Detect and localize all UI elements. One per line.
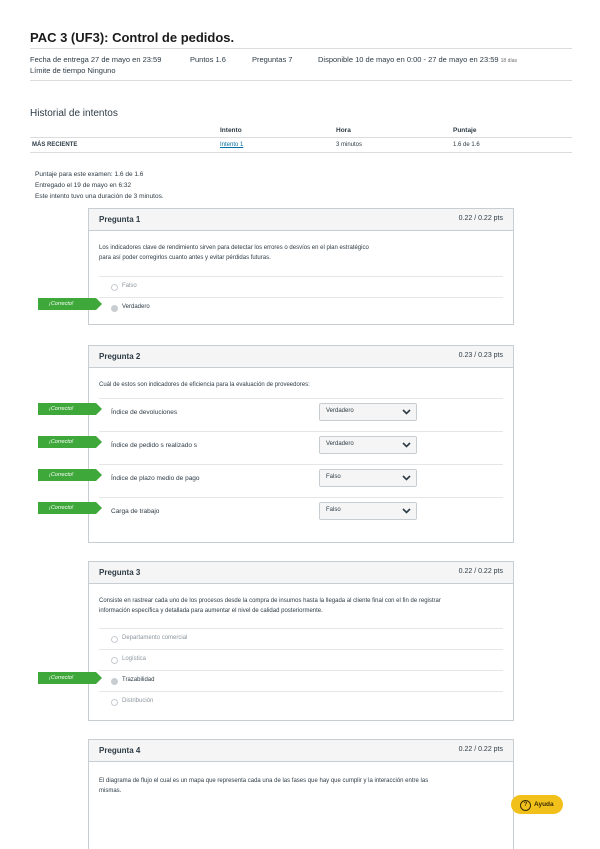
answer-label: Falso bbox=[122, 283, 137, 289]
radio-icon[interactable] bbox=[111, 678, 118, 685]
question-circle-icon: ? bbox=[520, 800, 531, 811]
page-title: PAC 3 (UF3): Control de pedidos. bbox=[30, 30, 235, 45]
question-text-line: Los indicadores clave de rendimiento sirven para detectar los errores o desvíos en el plan estratégico bbox=[99, 245, 369, 251]
answer-label: Verdadero bbox=[122, 304, 150, 310]
points-info bbox=[190, 55, 226, 64]
due-label: Fecha de entrega bbox=[30, 55, 89, 64]
question-text bbox=[99, 596, 499, 616]
question-3 bbox=[88, 561, 514, 721]
available-info bbox=[318, 55, 517, 64]
history-header-attempt: Intento bbox=[220, 127, 242, 134]
question-header bbox=[89, 740, 513, 762]
question-title: Pregunta 1 bbox=[99, 215, 141, 224]
points-label: Puntos bbox=[190, 55, 214, 64]
correct-flag bbox=[38, 436, 96, 448]
match-label: Carga de trabajo bbox=[111, 508, 160, 515]
question-text: Cuál de estos son indicadores de eficiencia para la evaluación de proveedores: bbox=[99, 382, 310, 388]
summary-duration: Este intento tuvo una duración de 3 minutos. bbox=[35, 193, 164, 200]
match-row bbox=[99, 464, 503, 498]
answer-label: Distribución bbox=[122, 698, 154, 704]
match-select[interactable] bbox=[319, 502, 417, 520]
answer-label: Departamento comercial bbox=[122, 635, 188, 641]
question-text-line: para así poder corregirlos cuanto antes y evitar pérdidas futuras. bbox=[99, 255, 271, 261]
match-label: Índice de plazo medio de pago bbox=[111, 475, 200, 482]
history-header-score: Puntaje bbox=[453, 127, 477, 134]
question-points: 0.22 / 0.22 pts bbox=[458, 215, 503, 222]
answer-option-selected[interactable] bbox=[99, 297, 503, 319]
correct-label: ¡Correcto! bbox=[49, 405, 74, 412]
questions-value: 7 bbox=[288, 55, 293, 64]
match-select[interactable] bbox=[319, 403, 417, 421]
match-row bbox=[99, 431, 503, 465]
correct-flag bbox=[38, 298, 96, 310]
answer-option[interactable] bbox=[99, 628, 503, 650]
correct-flag bbox=[38, 403, 96, 415]
match-row bbox=[99, 398, 503, 432]
question-points: 0.22 / 0.22 pts bbox=[458, 746, 503, 753]
match-select[interactable] bbox=[319, 469, 417, 487]
summary-score: Puntaje para este examen: 1.6 de 1.6 bbox=[35, 171, 144, 178]
correct-flag bbox=[38, 502, 96, 514]
help-label: Ayuda bbox=[534, 800, 554, 808]
select-value: Verdadero bbox=[326, 441, 354, 447]
answer-option-selected[interactable] bbox=[99, 670, 503, 692]
history-attempt-link[interactable]: Intento 1 bbox=[220, 142, 244, 148]
answer-option[interactable] bbox=[99, 276, 503, 298]
available-value: 10 de mayo en 0:00 - 27 de mayo en 23:59 bbox=[355, 55, 499, 64]
select-value: Falso bbox=[326, 507, 341, 513]
radio-icon[interactable] bbox=[111, 657, 118, 664]
chevron-down-icon bbox=[402, 474, 411, 482]
correct-label: ¡Correcto! bbox=[49, 300, 74, 307]
correct-label: ¡Correcto! bbox=[49, 674, 74, 681]
question-4 bbox=[88, 739, 514, 849]
correct-label: ¡Correcto! bbox=[49, 438, 74, 445]
match-label: Índice de pedido s realizado s bbox=[111, 442, 198, 449]
match-label: Índice de devoluciones bbox=[111, 409, 178, 416]
question-text-line: Consiste en rastrear cada uno de los procesos desde la compra de insumos hasta la llegada al cliente final con el fin de registrar bbox=[99, 598, 441, 604]
questions-label: Preguntas bbox=[252, 55, 287, 64]
correct-flag bbox=[38, 672, 96, 684]
match-select[interactable] bbox=[319, 436, 417, 454]
question-header bbox=[89, 562, 513, 584]
question-text-line: El diagrama de flujo el cual es un mapa que representa cada una de las fases que hay que cumplir y la interacción entre las bbox=[99, 778, 429, 784]
answer-label: Logística bbox=[122, 656, 147, 662]
question-text bbox=[99, 776, 499, 796]
divider bbox=[30, 152, 572, 153]
question-text-line: información específica y detallada para aumentar el nivel de calidad posteriormente. bbox=[99, 608, 323, 614]
summary-submitted: Entregado el 19 de mayo en 6:32 bbox=[35, 182, 132, 189]
select-value: Verdadero bbox=[326, 408, 354, 414]
question-points: 0.22 / 0.22 pts bbox=[458, 568, 503, 575]
answer-option[interactable] bbox=[99, 649, 503, 671]
radio-icon[interactable] bbox=[111, 699, 118, 706]
answer-label: Trazabilidad bbox=[122, 677, 155, 683]
radio-icon[interactable] bbox=[111, 284, 118, 291]
question-header bbox=[89, 346, 513, 368]
question-2 bbox=[88, 345, 514, 543]
question-text bbox=[99, 243, 499, 263]
divider bbox=[30, 48, 572, 49]
available-days: 18 días bbox=[500, 58, 518, 64]
due-value: 27 de mayo en 23:59 bbox=[90, 55, 162, 64]
points-value: 1.6 bbox=[215, 55, 226, 64]
select-value: Falso bbox=[326, 474, 341, 480]
questions-info bbox=[252, 55, 292, 64]
help-button[interactable] bbox=[511, 795, 563, 814]
question-points: 0.23 / 0.23 pts bbox=[458, 352, 503, 359]
time-limit-value: Ninguno bbox=[87, 66, 116, 75]
divider bbox=[30, 80, 572, 81]
question-title: Pregunta 3 bbox=[99, 568, 141, 577]
question-title: Pregunta 2 bbox=[99, 352, 141, 361]
radio-icon[interactable] bbox=[111, 636, 118, 643]
due-date bbox=[30, 55, 161, 64]
question-1 bbox=[88, 208, 514, 325]
time-limit-label: Límite de tiempo bbox=[30, 66, 86, 75]
chevron-down-icon bbox=[402, 507, 411, 515]
divider bbox=[30, 137, 572, 138]
radio-icon[interactable] bbox=[111, 305, 118, 312]
question-title: Pregunta 4 bbox=[99, 746, 141, 755]
correct-label: ¡Correcto! bbox=[49, 471, 74, 478]
question-text-line: mismas. bbox=[99, 788, 122, 794]
question-header bbox=[89, 209, 513, 231]
history-title: Historial de intentos bbox=[30, 108, 118, 119]
correct-label: ¡Correcto! bbox=[49, 504, 74, 511]
history-row-score: 1.6 de 1.6 bbox=[453, 142, 480, 148]
available-label: Disponible bbox=[318, 55, 354, 64]
answer-option[interactable] bbox=[99, 691, 503, 713]
match-row bbox=[99, 497, 503, 531]
correct-flag bbox=[38, 469, 96, 481]
history-header-time: Hora bbox=[336, 127, 351, 134]
chevron-down-icon bbox=[402, 408, 411, 416]
chevron-down-icon bbox=[402, 441, 411, 449]
history-row-label: MÁS RECIENTE bbox=[32, 142, 78, 148]
time-limit bbox=[30, 66, 116, 75]
history-row-time: 3 minutos bbox=[336, 142, 363, 148]
